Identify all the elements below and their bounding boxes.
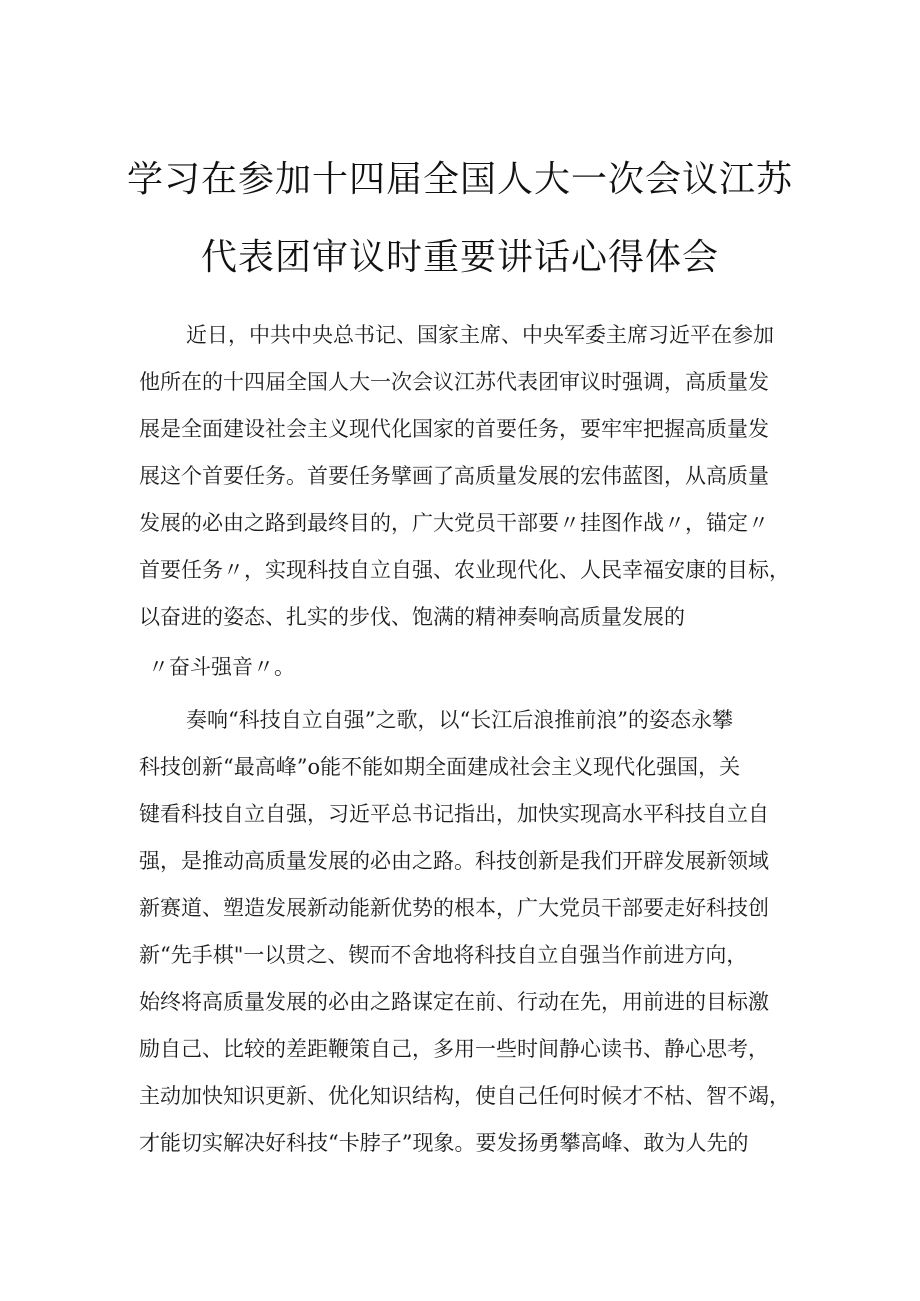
paragraph-2-line-2: 科技创新“最高峰”o能不能如期全面建成社会主义现代化强国，关 (139, 755, 741, 779)
paragraph-2-line-3: 键看科技自立自强，习近平总书记指出，加快实现高水平科技自立自 (139, 802, 769, 826)
paragraph-1-line-4: 展这个首要任务。首要任务擘画了高质量发展的宏伟蓝图，从高质量 (139, 464, 769, 488)
document-title-line-1: 学习在参加十四届全国人大一次会议江苏 (126, 159, 793, 200)
paragraph-1-line-1: 近日，中共中央总书记、国家主席、中央军委主席习近平在参加 (186, 323, 774, 347)
paragraph-2-line-7: 始终将高质量发展的必由之路谋定在前、行动在先，用前进的目标激 (139, 990, 769, 1014)
document-title-line-2: 代表团审议时重要讲话心得体会 (200, 237, 719, 278)
paragraph-2-line-5: 新赛道、塑造发展新动能新优势的根本，广大党员干部要走好科技创 (139, 896, 769, 920)
paragraph-2-line-1: 奏响“科技自立自强”之歌，以“长江后浪推前浪”的姿态永攀 (186, 708, 733, 732)
paragraph-1-line-5: 发展的必由之路到最终目的，广大党员干部要〃挂图作战〃，锚定〃 (139, 511, 769, 535)
paragraph-2-line-8: 励自己、比较的差距鞭策自己，多用一些时间静心读书、静心思考， (139, 1037, 769, 1061)
paragraph-1-line-3: 展是全面建设社会主义现代化国家的首要任务，要牢牢把握高质量发 (139, 417, 769, 441)
paragraph-1-line-7: 以奋进的姿态、扎实的步伐、饱满的精神奏响高质量发展的 (139, 605, 685, 629)
paragraph-2-line-6: 新“先手棋"一以贯之、锲而不舍地将科技自立自强当作前进方向， (139, 943, 748, 967)
paragraph-1-line-2: 他所在的十四届全国人大一次会议江苏代表团审议时强调，高质量发 (139, 370, 769, 394)
paragraph-2-line-4: 强，是推动高质量发展的必由之路。科技创新是我们开辟发展新领域 (139, 849, 769, 873)
paragraph-2-line-10: 才能切实解决好科技“卡脖子”现象。要发扬勇攀高峰、敢为人先的 (139, 1131, 749, 1155)
paragraph-1-line-8: 〃奋斗强音〃。 (148, 655, 295, 679)
paragraph-1-line-6: 首要任务〃，实现科技自立自强、农业现代化、人民幸福安康的目标， (139, 558, 790, 582)
paragraph-2-line-9: 主动加快知识更新、优化知识结构，使自己任何时候才不枯、智不竭， (139, 1084, 790, 1108)
